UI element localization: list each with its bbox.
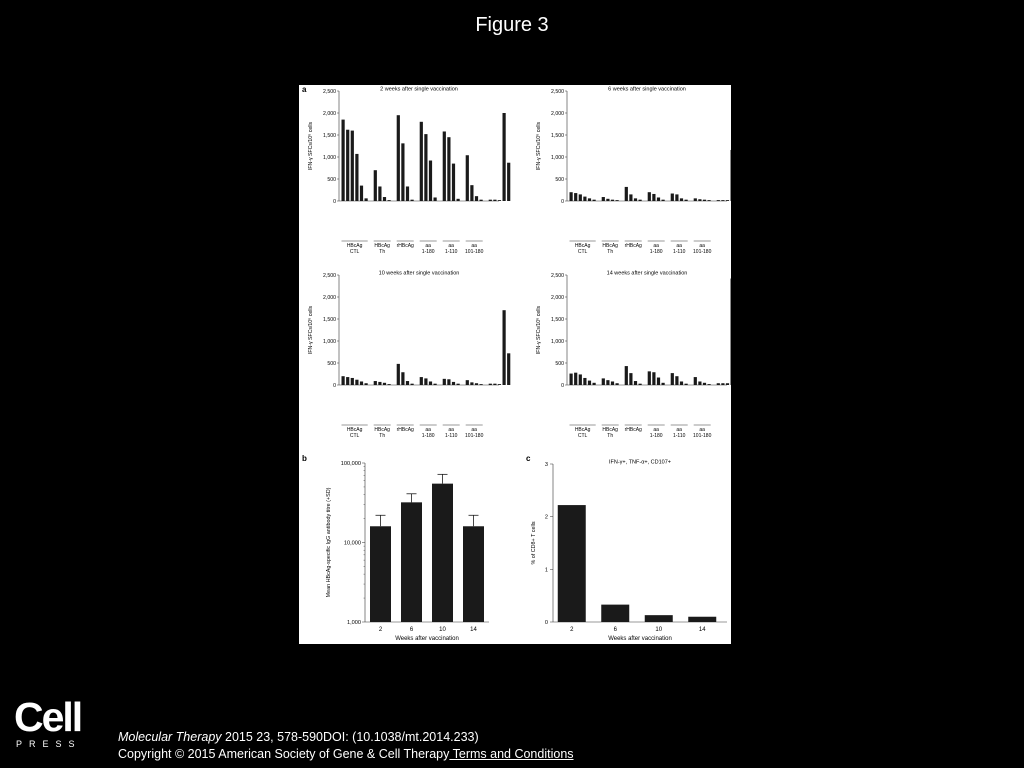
bar: [351, 131, 354, 201]
bar: [583, 378, 586, 385]
group-label: Th: [607, 249, 614, 255]
x-tick-label: 6: [613, 627, 617, 633]
logo-press-text: PRESS: [16, 739, 82, 749]
x-tick-label: 2: [570, 627, 574, 633]
group-label: 101-180: [693, 249, 712, 255]
y-tick-label: 2,000: [551, 294, 564, 301]
bar: [593, 200, 596, 201]
bar: [648, 192, 651, 201]
y-tick-label: 1,500: [551, 316, 564, 323]
bar: [452, 164, 455, 201]
chart-a-2: [536, 87, 731, 256]
citation-details: 2015 23, 578-590DOI: (10.1038/mt.2014.233): [221, 730, 479, 744]
bar: [570, 374, 573, 385]
bar: [652, 372, 655, 385]
bar: [503, 310, 506, 385]
bar: [388, 200, 391, 201]
group-label: aa: [699, 427, 705, 433]
bar: [452, 382, 455, 385]
bar: [703, 383, 706, 385]
bar: [355, 380, 358, 385]
y-tick-label: 2,500: [551, 88, 564, 95]
bar: [717, 200, 720, 201]
y-tick-label: 0: [333, 382, 336, 389]
bar: [675, 194, 678, 201]
bar: [411, 200, 414, 201]
bar: [574, 193, 577, 201]
bar: [457, 199, 460, 201]
chart-title: IFN-γ+, TNF-α+, CD107+: [608, 459, 672, 466]
panel-letter-b: b: [302, 454, 307, 463]
group-label: aa: [471, 427, 477, 433]
bar: [378, 382, 381, 385]
bar: [717, 383, 720, 385]
bar: [601, 605, 629, 622]
bar: [703, 200, 706, 201]
bar: [360, 381, 363, 385]
chart-a-3: [308, 271, 510, 440]
copyright-text: Copyright © 2015 American Society of Gene & Cell Therapy: [118, 747, 450, 761]
bar: [611, 200, 614, 201]
y-tick-label: 0: [561, 198, 564, 205]
y-tick-label: 500: [327, 360, 336, 367]
bar: [447, 379, 450, 385]
y-tick-label: 1,000: [347, 620, 361, 626]
group-label: aa: [653, 427, 659, 433]
bar: [346, 130, 349, 201]
y-tick-label: 10,000: [343, 540, 361, 547]
bar: [507, 353, 510, 385]
bar: [731, 279, 732, 385]
bar: [721, 383, 724, 385]
bar: [374, 170, 377, 201]
bar: [434, 384, 437, 385]
chart-title: 6 weeks after single vaccination: [608, 86, 686, 93]
slide-title: Figure 3: [475, 14, 549, 36]
bar: [406, 381, 409, 385]
bar: [602, 197, 605, 201]
bar: [726, 200, 729, 201]
group-label: 101-180: [465, 249, 484, 255]
y-tick-label: 1,000: [551, 154, 564, 161]
y-tick-label: 2,500: [323, 272, 336, 279]
group-label: 1-180: [421, 249, 435, 255]
chart-b: [326, 461, 489, 642]
bar: [694, 377, 697, 385]
bar: [694, 198, 697, 201]
bar: [429, 161, 432, 201]
bar: [475, 196, 478, 201]
bar: [397, 115, 400, 201]
group-label: aa: [425, 243, 431, 249]
y-tick-label: 1,500: [551, 132, 564, 139]
logo-wordmark: Cell: [14, 694, 82, 740]
bar: [645, 615, 673, 622]
cell-press-logo: [14, 694, 86, 752]
bar: [443, 131, 446, 201]
bar: [378, 186, 381, 201]
bar: [411, 384, 414, 385]
y-tick-label: 100,000: [340, 461, 361, 467]
bar: [583, 197, 586, 201]
y-tick-label: 2,500: [323, 88, 336, 95]
bar: [420, 377, 423, 385]
group-label: aa: [699, 243, 705, 249]
bar: [447, 137, 450, 201]
bar: [401, 372, 404, 385]
bar: [434, 197, 437, 201]
bar: [675, 376, 678, 385]
bar: [365, 383, 368, 385]
bar: [489, 200, 492, 201]
group-label: 101-180: [465, 433, 484, 439]
group-label: CTL: [349, 249, 360, 255]
group-label: HBcAg: [602, 427, 618, 433]
bar: [429, 381, 432, 385]
y-tick-label: 2,000: [323, 294, 336, 301]
bar: [639, 384, 642, 385]
bar: [625, 366, 628, 385]
bar: [634, 198, 637, 201]
chart-title: 2 weeks after single vaccination: [380, 86, 458, 93]
group-label: rHBcAg: [396, 427, 414, 433]
bar: [420, 122, 423, 201]
y-tick-label: 1,500: [323, 132, 336, 139]
bar: [579, 194, 582, 201]
bar: [588, 198, 591, 201]
y-tick-label: 0: [544, 620, 548, 626]
group-label: rHBcAg: [624, 427, 642, 433]
group-label: rHBcAg: [624, 243, 642, 249]
group-label: 1-180: [649, 249, 663, 255]
bar: [708, 200, 711, 201]
bar: [424, 134, 427, 201]
x-tick-label: 6: [409, 627, 414, 633]
y-tick-label: 1,000: [323, 338, 336, 345]
group-label: aa: [653, 243, 659, 249]
group-label: aa: [448, 427, 454, 433]
bar: [634, 381, 637, 385]
bar: [401, 502, 422, 622]
y-tick-label: 0: [561, 382, 564, 389]
group-label: CTL: [349, 433, 360, 439]
y-axis-label: IFN-γ SFCs/10⁶ cells: [308, 305, 314, 355]
bar: [657, 197, 660, 201]
bar: [406, 186, 409, 201]
bar: [470, 185, 473, 201]
group-label: CTL: [577, 433, 588, 439]
x-tick-label: 2: [378, 627, 383, 633]
panel-letter-c: c: [526, 454, 531, 463]
group-label: HBcAg: [374, 243, 390, 249]
y-tick-label: 500: [327, 176, 336, 183]
y-axis-label: IFN-γ SFCs/10⁶ cells: [308, 121, 314, 171]
bar: [374, 381, 377, 385]
bar: [671, 194, 674, 201]
bar: [629, 194, 632, 201]
bar: [558, 505, 586, 622]
bar: [688, 617, 716, 622]
citation: [118, 730, 479, 744]
bar: [360, 186, 363, 201]
bar: [443, 379, 446, 385]
chart-c: [531, 460, 727, 643]
bar: [680, 381, 683, 385]
group-label: rHBcAg: [396, 243, 414, 249]
y-tick-label: 1,000: [323, 154, 336, 161]
group-label: aa: [425, 427, 431, 433]
bar: [602, 378, 605, 385]
y-tick-label: 2,000: [551, 110, 564, 117]
bar: [698, 381, 701, 385]
y-tick-label: 2,000: [323, 110, 336, 117]
bar: [480, 200, 483, 201]
bar: [726, 383, 729, 385]
chart-title: 14 weeks after single vaccination: [606, 270, 688, 277]
bar: [370, 526, 391, 622]
bar: [342, 120, 345, 201]
bar: [503, 113, 506, 201]
bar: [424, 378, 427, 385]
bar: [574, 373, 577, 385]
group-label: aa: [676, 243, 682, 249]
bar: [662, 383, 665, 385]
bar: [685, 200, 688, 201]
bar: [397, 364, 400, 385]
y-axis-label: IFN-γ SFCs/10⁶ cells: [536, 305, 542, 355]
bar: [475, 383, 478, 385]
bar: [489, 384, 492, 385]
bar: [639, 200, 642, 201]
x-tick-label: 10: [655, 627, 663, 633]
group-label: aa: [676, 427, 682, 433]
y-tick-label: 2,500: [551, 272, 564, 279]
bar: [470, 382, 473, 385]
y-tick-label: 3: [544, 462, 548, 468]
bar: [588, 381, 591, 385]
group-label: 1-110: [672, 433, 686, 439]
bar: [507, 163, 510, 201]
bar: [355, 154, 358, 201]
journal-name: Molecular Therapy: [118, 730, 222, 744]
bar: [671, 373, 674, 385]
bar: [648, 371, 651, 385]
y-tick-label: 0: [333, 198, 336, 205]
bar: [346, 377, 349, 385]
bar: [383, 197, 386, 201]
copyright-line: [118, 747, 574, 761]
chart-a-1: [308, 87, 510, 256]
group-label: Th: [607, 433, 614, 439]
bar: [493, 384, 496, 385]
bar: [351, 378, 354, 385]
x-tick-label: 14: [470, 627, 477, 633]
bar: [498, 384, 501, 385]
y-tick-label: 1,000: [551, 338, 564, 345]
y-tick-label: 2: [544, 514, 548, 521]
chart-a-4: [536, 271, 731, 440]
bar: [611, 381, 614, 385]
bar: [606, 199, 609, 201]
bar: [579, 374, 582, 385]
figure-svg: [299, 85, 731, 644]
group-label: HBcAg: [346, 427, 363, 433]
bar: [685, 384, 688, 385]
group-label: CTL: [577, 249, 588, 255]
group-label: aa: [471, 243, 477, 249]
group-label: HBcAg: [602, 243, 618, 249]
x-axis-label: Weeks after vaccination: [395, 636, 459, 642]
bar: [498, 200, 501, 201]
bar: [365, 198, 368, 201]
panel-letter-a: a: [302, 85, 307, 94]
group-label: aa: [448, 243, 454, 249]
bar: [570, 192, 573, 201]
bar: [616, 383, 619, 385]
bar: [721, 200, 724, 201]
group-label: Th: [379, 249, 386, 255]
bar: [457, 384, 460, 385]
bar: [466, 380, 469, 385]
y-axis-label: Mean HBcAg-specific IgG antibody titre (+SD): [326, 487, 332, 598]
group-label: HBcAg: [574, 427, 591, 433]
y-tick-label: 500: [555, 176, 564, 183]
bar: [731, 150, 732, 201]
group-label: 1-110: [444, 433, 458, 439]
y-tick-label: 500: [555, 360, 564, 367]
y-axis-label: % of CD8+ T cells: [531, 521, 537, 565]
group-label: 1-180: [649, 433, 663, 439]
group-label: 1-180: [421, 433, 435, 439]
bar: [432, 484, 453, 622]
group-label: HBcAg: [374, 427, 390, 433]
bar: [708, 384, 711, 385]
bar: [342, 376, 345, 385]
bar: [463, 526, 484, 622]
group-label: Th: [379, 433, 386, 439]
x-axis-label: Weeks after vaccination: [608, 636, 672, 642]
bar: [698, 199, 701, 201]
bar: [401, 143, 404, 201]
group-label: HBcAg: [574, 243, 591, 249]
group-label: 101-180: [693, 433, 712, 439]
bar: [388, 384, 391, 385]
bar: [657, 378, 660, 385]
x-tick-label: 10: [439, 627, 446, 633]
y-tick-label: 1: [544, 567, 548, 574]
figure-panel: [299, 85, 731, 644]
bar: [629, 373, 632, 385]
group-label: 1-110: [444, 249, 458, 255]
bar: [383, 383, 386, 385]
terms-link[interactable]: Terms and Conditions: [449, 747, 574, 761]
group-label: 1-110: [672, 249, 686, 255]
bar: [493, 200, 496, 201]
y-axis-label: IFN-γ SFCs/10⁶ cells: [536, 121, 542, 171]
bar: [606, 380, 609, 385]
group-label: HBcAg: [346, 243, 363, 249]
chart-title: 10 weeks after single vaccination: [378, 270, 460, 277]
bar: [625, 187, 628, 201]
bar: [593, 383, 596, 385]
bar: [680, 198, 683, 201]
y-tick-label: 1,500: [323, 316, 336, 323]
bar: [480, 384, 483, 385]
bar: [616, 200, 619, 201]
bar: [466, 155, 469, 201]
x-tick-label: 14: [698, 627, 706, 633]
bar: [662, 200, 665, 201]
bar: [652, 194, 655, 201]
